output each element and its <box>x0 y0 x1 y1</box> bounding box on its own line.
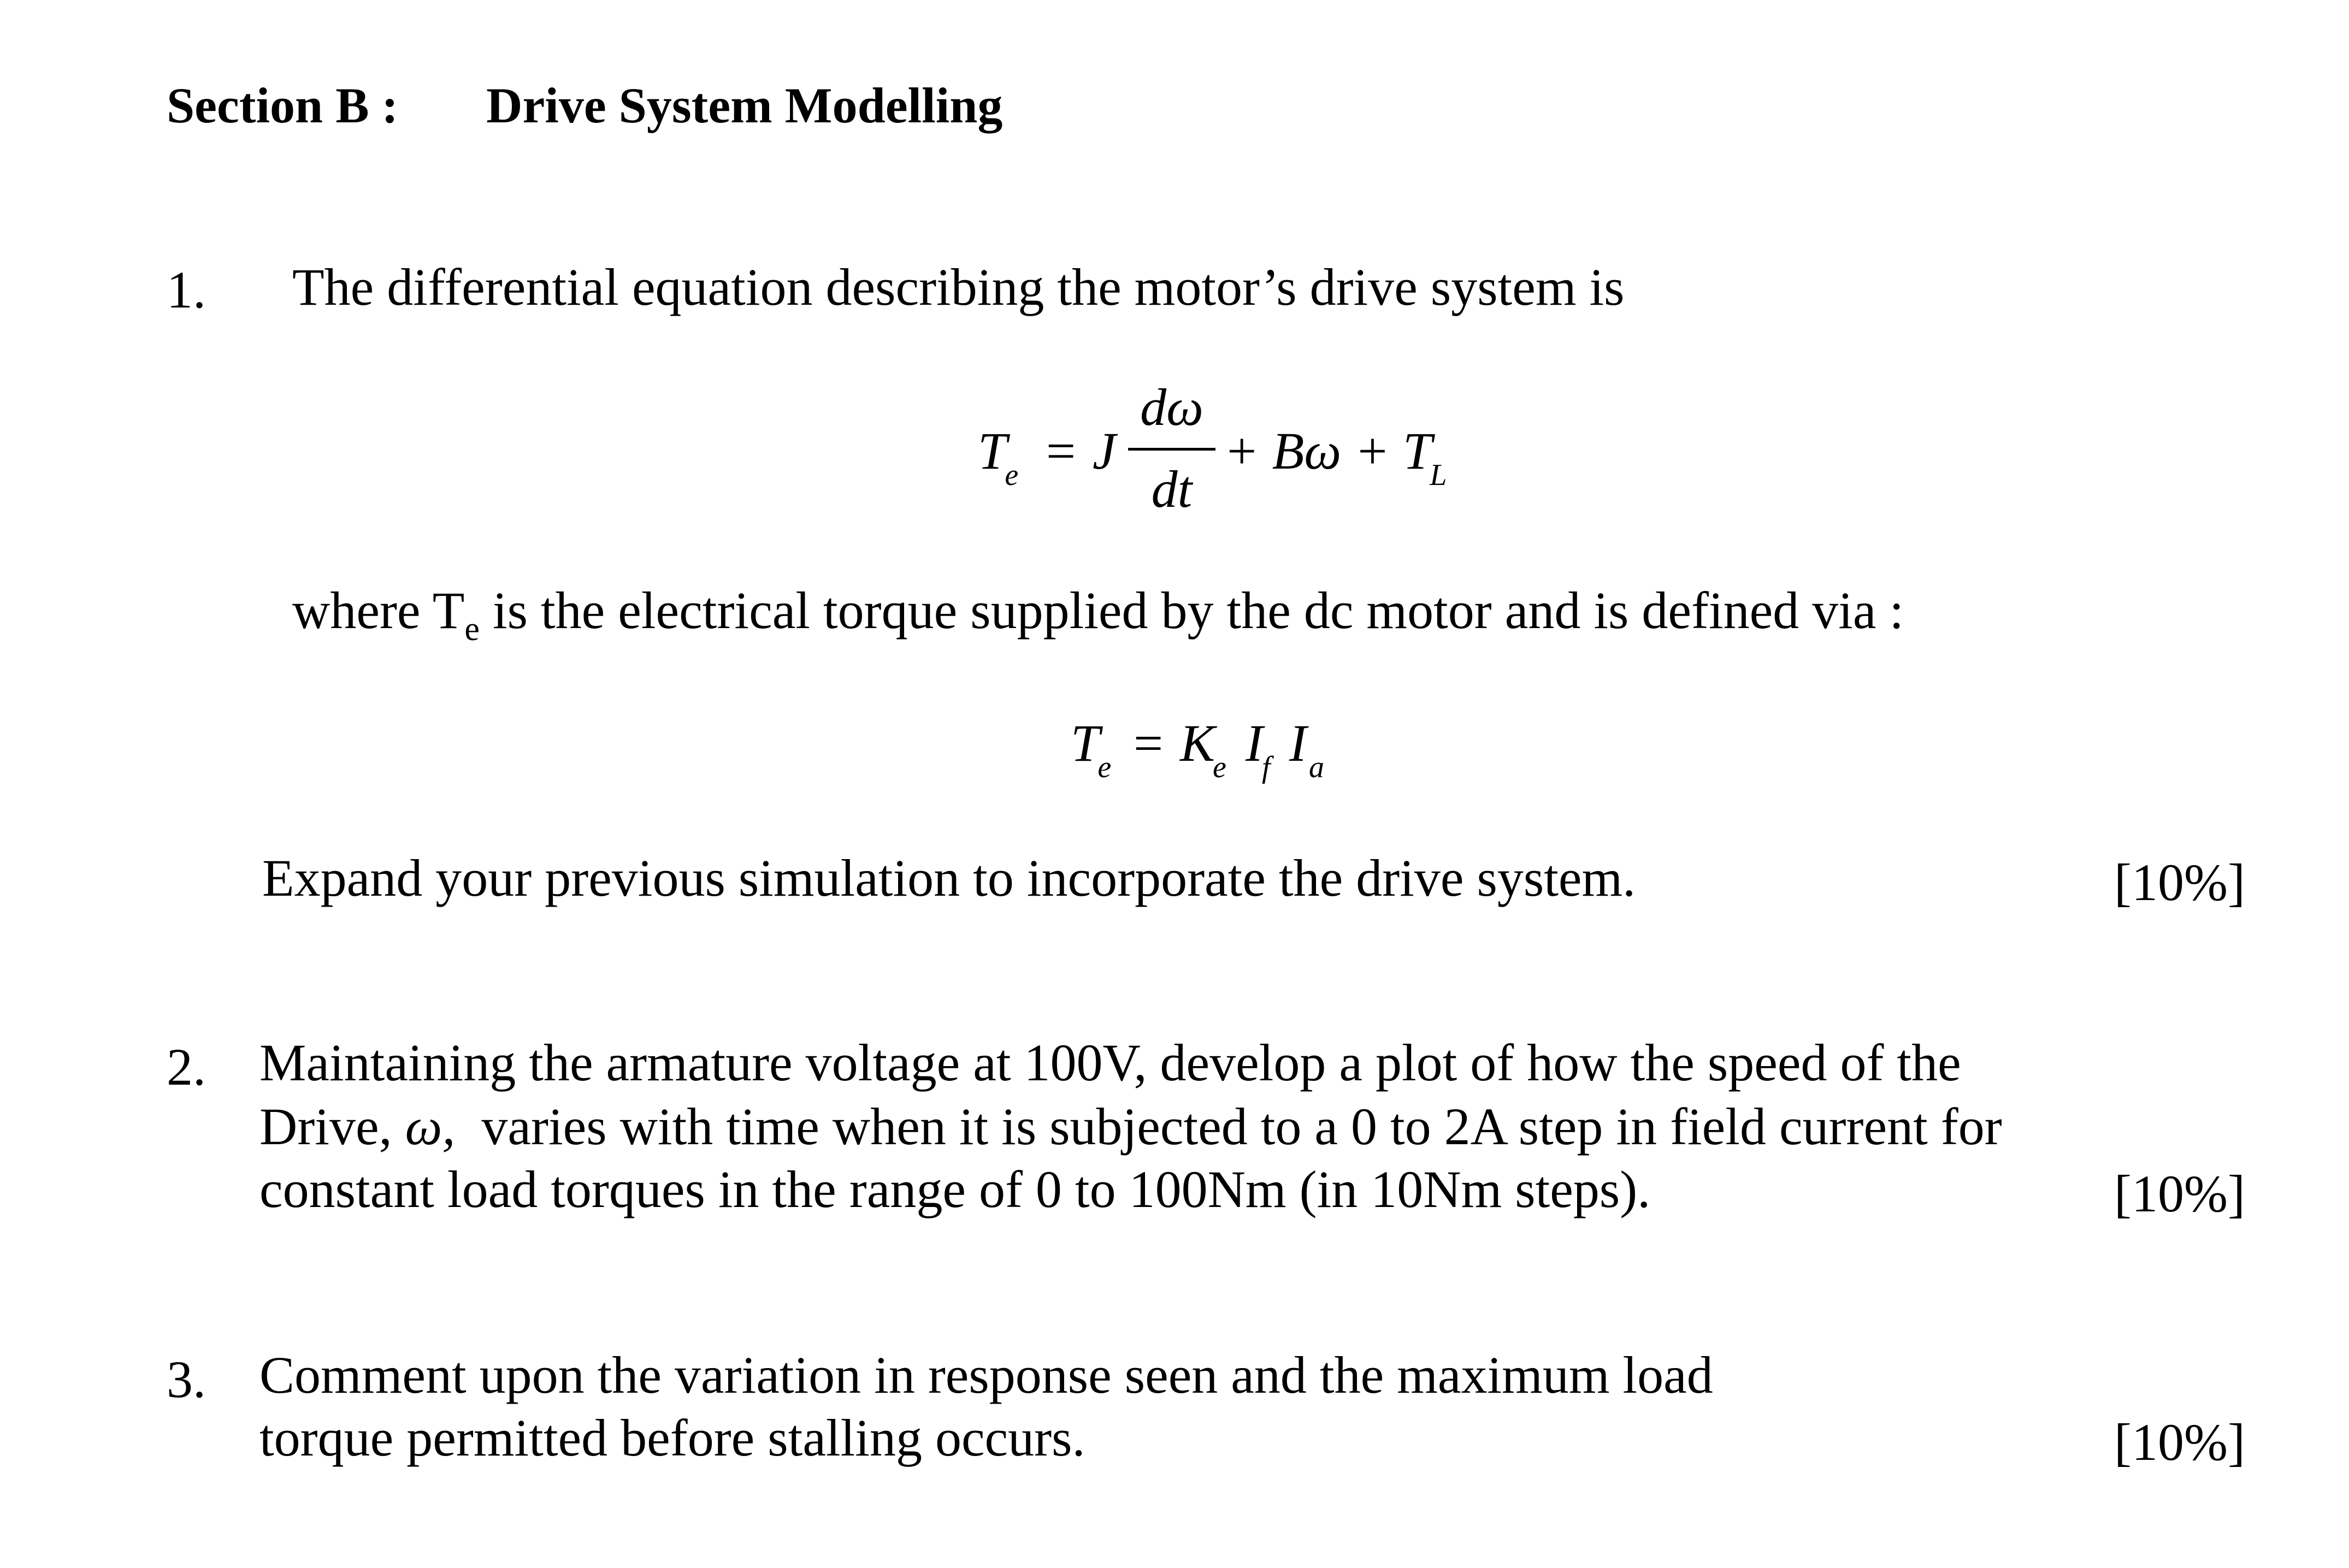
question-2-mark: [10%] <box>2114 1164 2245 1223</box>
where-sub: e <box>464 611 480 648</box>
q2-line2-b: varies with time when it is subjected to a 0 to 2A step in field current for <box>455 1097 2002 1156</box>
question-3-mark: [10%] <box>2114 1413 2245 1471</box>
eq1-lhs: T <box>978 422 1007 480</box>
eq2-equals: = <box>1134 714 1164 772</box>
omega-symbol: ω, <box>405 1097 456 1156</box>
eq2-i1-sub: f <box>1261 750 1271 784</box>
question-1-where <box>292 581 1904 648</box>
eq1-denominator: dt <box>1151 460 1193 518</box>
question-2-number: 2. <box>167 1038 206 1096</box>
eq1-rest: + Bω + T <box>1224 422 1432 480</box>
question-1-intro: The differential equation describing the motor’s drive system is <box>292 258 1625 316</box>
question-1-mark: [10%] <box>2114 853 2245 912</box>
equation-torque <box>1071 713 1398 795</box>
eq2-i1: I <box>1246 714 1263 772</box>
section-title: Drive System Modelling <box>486 78 1003 133</box>
where-prefix: where T <box>292 581 465 640</box>
question-3-number: 3. <box>167 1350 206 1409</box>
eq1-numerator: dω <box>1140 378 1203 436</box>
eq2-t-sub: e <box>1097 750 1112 784</box>
q2-line2-a: Drive, <box>259 1097 405 1156</box>
question-1-task: Expand your previous simulation to incorporate the drive system. <box>262 849 1636 907</box>
question-3-line-1: Comment upon the variation in response seen and the maximum load <box>259 1346 1713 1404</box>
eq2-k-sub: e <box>1213 750 1226 784</box>
section-label: Section B : <box>167 78 399 133</box>
eq2-i2: I <box>1289 714 1307 772</box>
equation-differential <box>978 378 1469 524</box>
where-suffix: is the electrical torque supplied by the dc motor and is defined via : <box>479 581 1904 640</box>
eq1-lhs-sub: e <box>1005 458 1019 492</box>
question-3-line-2: torque permitted before stalling occurs. <box>259 1409 1085 1467</box>
question-2-line-2 <box>259 1097 2002 1156</box>
question-2-line-1: Maintaining the armature voltage at 100V, develop a plot of how the speed of the <box>259 1033 1961 1092</box>
eq1-fraction-bar <box>1128 448 1215 451</box>
question-2-line-3: constant load torques in the range of 0 to 100Nm (in 10Nm steps). <box>259 1160 1651 1218</box>
question-1-number: 1. <box>167 261 206 319</box>
eq1-j: J <box>1093 422 1116 480</box>
eq2-i2-sub: a <box>1308 750 1324 784</box>
eq1-equals: = <box>1046 422 1076 480</box>
eq2-t: T <box>1071 714 1100 772</box>
eq1-rest-sub: L <box>1430 458 1447 492</box>
eq2-k: K <box>1180 714 1215 772</box>
